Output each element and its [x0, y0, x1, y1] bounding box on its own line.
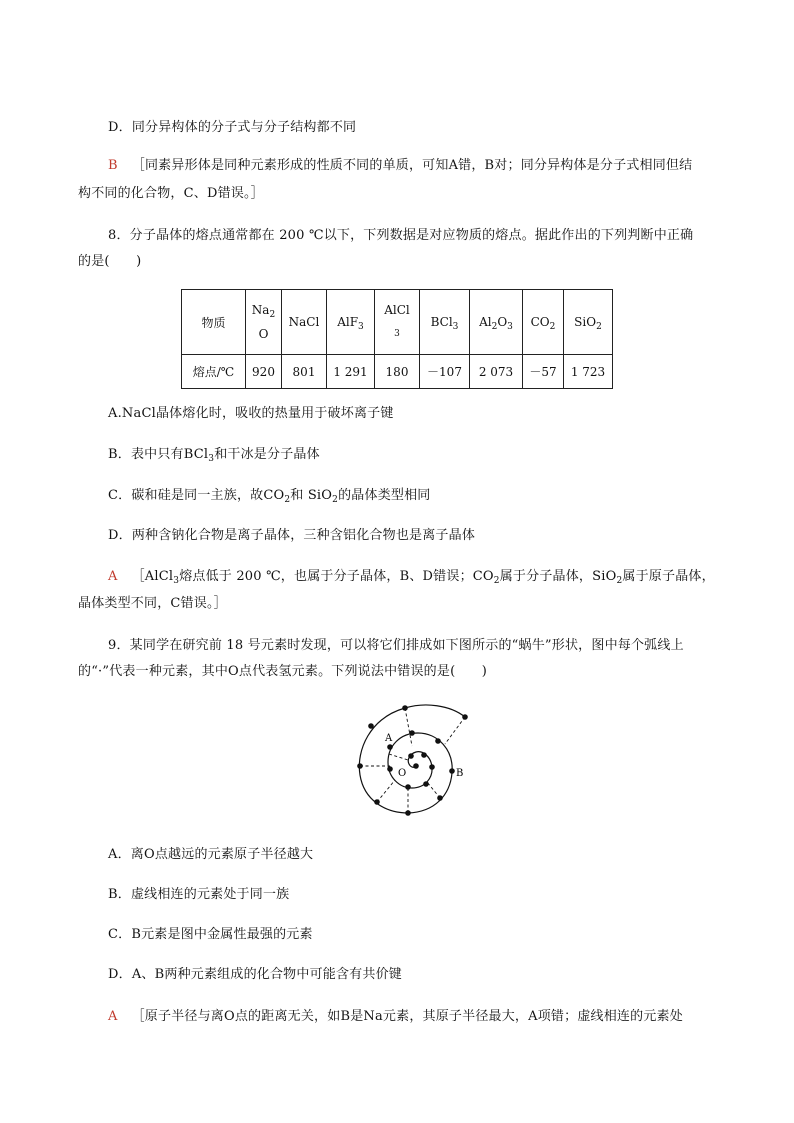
q7-explanation-cont: 构不同的化合物，C、D错误。］: [78, 186, 264, 201]
q8-answer-letter: A: [108, 569, 118, 584]
q9-option-c: C．B元素是图中金属性最强的元素: [108, 927, 313, 942]
element-dot: [421, 752, 427, 758]
value-bcl3: －107: [420, 355, 470, 389]
q8-option-d: D．两种含钠化合物是离子晶体，三种含铝化合物也是离子晶体: [108, 528, 476, 543]
q8-explanation-cont: 晶体类型不同，C错误。］: [78, 596, 227, 611]
table-header-row: [182, 290, 613, 355]
header-co2: $CO_2$: [523, 290, 564, 355]
melting-point-table: [181, 289, 613, 389]
element-dot: [429, 764, 435, 770]
q9-answer-letter: A: [108, 1009, 118, 1024]
value-na2o: 920: [246, 355, 282, 389]
q8-option-c: C．碳和硅是同一主族，故$CO_2$和 SiO$_2$的晶体类型相同: [108, 488, 431, 505]
header-al2o3: $Al_2O_3$: [470, 290, 523, 355]
element-dot: [387, 744, 393, 750]
header-label: 物质: [182, 290, 246, 355]
q7-explanation: [108, 154, 692, 173]
value-nacl: 801: [282, 355, 327, 389]
element-dot: [405, 810, 411, 816]
element-dot: [374, 799, 380, 805]
element-dot: [409, 730, 415, 736]
value-alf3: 1 291: [327, 355, 375, 389]
header-na2o: $Na_2$ O: [246, 290, 282, 355]
label-o: O: [398, 768, 407, 779]
dashed-connectors: [360, 708, 465, 813]
element-dot: [435, 738, 441, 744]
q8-option-b: B．表中只有BCl$_3$和干冰是分子晶体: [108, 447, 320, 464]
element-dot: [413, 763, 419, 769]
q8-stem-cont: 的是( ): [78, 254, 142, 269]
header-nacl: NaCl: [282, 290, 327, 355]
row-label: 熔点/℃: [182, 355, 246, 389]
q9-explanation-text: ［原子半径与离O点的距离无关，如B是Na元素，其原子半径最大，A项错；虚线相连的元素处: [131, 1009, 683, 1024]
element-dot: [368, 723, 374, 729]
q8-explanation: A ［AlCl$_3$熔点低于 200 ℃，也属于分子晶体，B、D错误；$CO_2$属于分子晶体，SiO$_2$属于原子晶体，: [108, 569, 715, 586]
element-dot: [357, 763, 363, 769]
element-dot: [405, 784, 411, 790]
value-co2: －57: [523, 355, 564, 389]
value-sio2: 1 723: [564, 355, 613, 389]
element-dot: [408, 753, 414, 759]
table-value-row: [182, 355, 613, 389]
q7-explanation-text: ［同素异形体是同种元素形成的性质不同的单质，可知A错，B对；同分异构体是分子式相同但结: [131, 158, 693, 173]
element-dot: [437, 795, 443, 801]
q9-option-b: B．虚线相连的元素处于同一族: [108, 887, 290, 902]
label-b: B: [456, 768, 464, 779]
header-alf3: AlF$_3$: [327, 290, 375, 355]
value-al2o3: 2 073: [470, 355, 523, 389]
header-bcl3: BCl$_3$: [420, 290, 470, 355]
element-dot: [423, 781, 429, 787]
snail-spiral-diagram: [350, 700, 480, 825]
element-dot: [462, 714, 468, 720]
q9-option-d: D．A、B两种元素组成的化合物中可能含有共价键: [108, 967, 402, 982]
element-dot: [402, 705, 408, 711]
q9-stem-cont: 的“·”代表一种元素，其中O点代表氢元素。下列说法中错误的是( ): [78, 664, 488, 679]
q8-option-a: A.NaCl晶体熔化时，吸收的热量用于破坏离子键: [108, 406, 394, 421]
header-sio2: SiO$_2$: [564, 290, 613, 355]
element-dot: [449, 768, 455, 774]
q8-stem: 8．分子晶体的熔点通常都在 200 ℃以下，下列数据是对应物质的熔点。据此作出的下列判断中正确: [108, 228, 694, 243]
q7-answer-letter: B: [108, 158, 118, 173]
q7-option-d: D．同分异构体的分子式与分子结构都不同: [108, 120, 357, 135]
q9-explanation: [108, 1005, 683, 1024]
element-dot: [387, 766, 393, 772]
q9-option-a: A．离O点越远的元素原子半径越大: [108, 847, 314, 862]
q9-stem: 9．某同学在研究前 18 号元素时发现，可以将它们排成如下图所示的“蜗牛”形状，图中每个弧线上: [108, 638, 684, 653]
spiral-curve: [359, 705, 465, 813]
value-alcl3: 180: [375, 355, 420, 389]
label-a: A: [385, 733, 393, 744]
header-alcl3: AlCl 3: [375, 290, 420, 355]
